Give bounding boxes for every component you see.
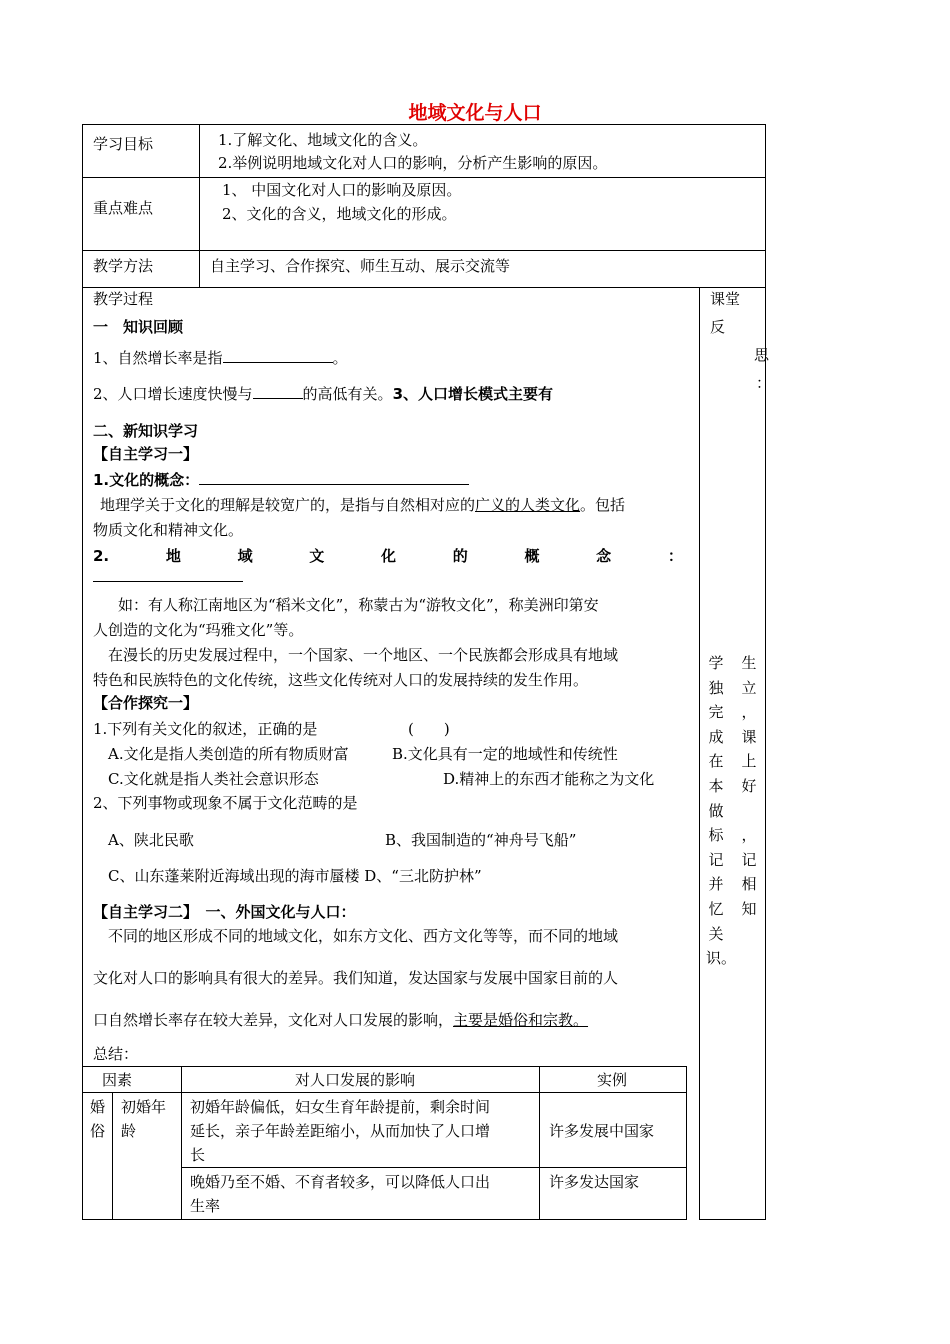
side-char: 识。 [706,949,737,968]
side-label-3: 思 [754,346,770,364]
regional-concept-blank[interactable] [93,581,243,582]
method-label: 教学方法 [93,257,154,275]
side-char: 标 [708,826,724,845]
row-divider-3 [82,287,766,288]
row1-effect-1: 初婚年龄偏低，妇女生育年龄提前，剩余时间 [190,1098,491,1116]
mc1-option-b[interactable]: B.文化具有一定的地域性和传统性 [392,745,618,763]
side-char: 学 [708,654,724,672]
foreign-line-3: 口自然增长率存在较大差异，文化对人口发展的影响，主要是婚俗和宗教。 [93,1011,589,1029]
side-char: 上 [741,752,757,771]
row-divider-1 [82,177,766,178]
summary-table-row-divider [181,1167,687,1168]
summary-table-col-1 [112,1092,113,1219]
foreign-line-1: 不同的地区形成不同的地域文化，如东方文化、西方文化等等，而不同的地域 [108,927,619,945]
category-line-1: 婚 [90,1098,106,1116]
row1-example: 许多发展中国家 [549,1122,655,1140]
key-point-1: 1、 中国文化对人口的影响及原因。 [222,181,462,199]
answer-blank[interactable] [199,470,469,485]
subcategory-line-2: 龄 [121,1122,137,1140]
process-label: 教学过程 [93,290,154,308]
side-char: 好 [741,776,757,795]
side-char: 独 [708,678,724,697]
review-q2: 2、人口增长速度快慢与 的高低有关。3、人口增长模式主要有 [93,385,554,403]
history-line-1: 在漫长的历史发展过程中，一个国家、一个地区、一个民族都会形成具有地域 [108,646,619,664]
summary-table-col-3 [539,1066,540,1219]
row2-effect-1: 晚婚乃至不婚、不育者较多，可以降低人口出 [190,1173,491,1191]
side-label-1: 课堂 [710,290,741,308]
side-right-column [739,651,759,921]
answer-blank[interactable] [223,348,333,363]
goal-1: 1.了解文化、地域文化的含义。 [218,131,428,149]
mc1-option-a[interactable]: A.文化是指人类创造的所有物质财富 [108,745,349,763]
summary-table-bottom [82,1219,687,1220]
header-col-divider [199,124,200,287]
summary-table-top [82,1066,687,1067]
culture-concept: 1.文化的概念： [93,470,469,490]
table-header-effect: 对人口发展的影响 [295,1071,416,1089]
answer-blank[interactable] [253,384,303,399]
new-knowledge-heading: 二、新知识学习 [93,422,199,440]
side-char: 并 [708,875,724,894]
coop-study-1: 【合作探究一】 [93,694,199,712]
side-char: 忆 [708,899,724,918]
side-char: 立 [741,678,757,697]
side-label-2: 反 [710,318,726,336]
mc1-stem: 1.下列有关文化的叙述，正确的是 [93,720,318,738]
side-char: 做 [708,801,724,820]
frame-right [765,124,766,1220]
side-char: 记 [708,850,724,869]
mc1-paren: ( ) [408,720,450,738]
example-line-2: 人创造的文化为“玛雅文化”等。 [93,621,304,639]
review-q1: 1、自然增长率是指 。 [93,349,348,367]
history-line-2: 特色和民族特色的文化传统，这些文化传统对人口的发展持续的发生作用。 [93,671,589,689]
method-text: 自主学习、合作探究、师生互动、展示交流等 [210,257,511,275]
key-label: 重点难点 [93,199,154,217]
side-char: 记 [741,850,757,869]
mc2-stem: 2、下列事物或现象不属于文化范畴的是 [93,794,358,812]
side-char: 完 [708,703,724,722]
goals-label: 学习目标 [93,135,154,153]
mc1-option-c[interactable]: C.文化就是指人类社会意识形态 [108,770,319,788]
frame-top [82,124,766,125]
row2-example: 许多发达国家 [549,1173,640,1191]
summary-label: 总结： [93,1045,139,1063]
subcategory-line-1: 初婚年 [121,1098,167,1116]
row-divider-2 [82,250,766,251]
summary-table-right [686,1066,687,1219]
side-left-column [706,651,737,971]
side-char: 本 [708,776,724,795]
side-char: 在 [708,752,724,771]
side-char: 知 [741,899,757,918]
mc1-option-d[interactable]: D.精神上的东西才能称之为文化 [443,770,655,788]
review-heading: 一 知识回顾 [93,318,184,336]
side-char: 生 [741,654,757,672]
self-study-2: 【自主学习二】 一、外国文化与人口： [93,903,356,921]
mc2-option-a[interactable]: A、陕北民歌 [108,831,194,849]
side-char: 关 [708,924,724,943]
row1-effect-2: 延长，亲子年龄差距缩小，从而加快了人口增 [190,1122,491,1140]
self-study-1: 【自主学习一】 [93,445,199,463]
goal-2: 2.举例说明地域文化对人口的影响，分析产生影响的原因。 [218,154,608,172]
side-char: 课 [741,727,757,746]
frame-bottom-side [699,1219,766,1220]
summary-table-col-2 [181,1066,182,1219]
table-header-factor: 因素 [102,1071,133,1089]
regional-concept: 2. 地 域 文 化 的 概 念 ： [93,547,683,565]
side-char: ， [741,825,757,844]
culture-para-2: 物质文化和精神文化。 [93,521,244,539]
side-char: 相 [741,875,757,894]
mc2-option-cd[interactable]: C、山东蓬莱附近海域出现的海市蜃楼 D、“三北防护林” [108,867,482,885]
side-label-4: ： [756,374,772,392]
frame-left [82,124,83,1220]
summary-table-header-bottom [82,1092,687,1093]
example-line-1: 如：有人称江南地区为“稻米文化”，称蒙古为“游牧文化”，称美洲印第安 [118,596,599,614]
category-line-2: 俗 [90,1122,106,1140]
key-point-2: 2、文化的含义，地域文化的形成。 [222,205,457,223]
page-title: 地域文化与人口 [408,102,542,124]
table-header-example: 实例 [597,1071,628,1089]
side-char: 成 [708,727,724,746]
side-col-divider [699,287,700,1220]
row2-effect-2: 生率 [190,1197,221,1215]
culture-para-1: 地理学关于文化的理解是较宽广的，是指与自然相对应的广义的人类文化。包括 [100,496,626,514]
foreign-line-2: 文化对人口的影响具有很大的差异。我们知道，发达国家与发展中国家目前的人 [93,969,619,987]
mc2-option-b[interactable]: B、我国制造的“神舟号飞船” [385,831,577,849]
row1-effect-3: 长 [190,1146,206,1164]
side-char: ， [741,703,757,722]
